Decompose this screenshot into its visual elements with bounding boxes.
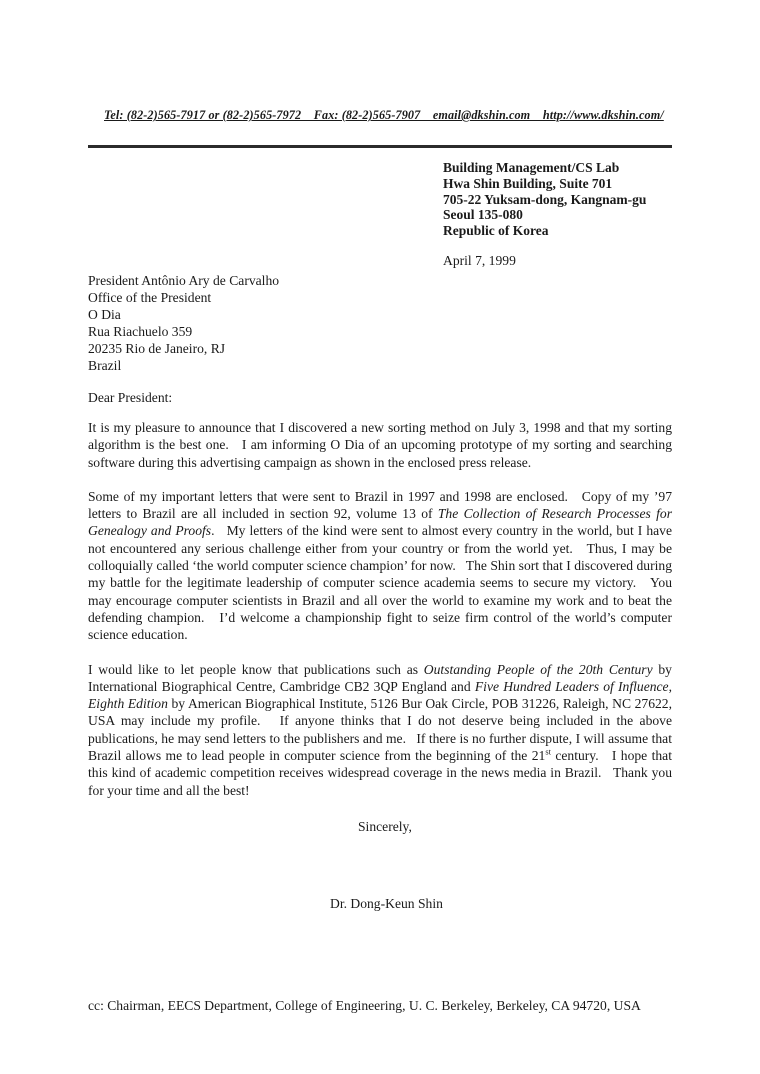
paragraph — [88, 488, 676, 644]
text-run: It is my pleasure to announce that I discovered a new sorting method on July 3, 1998 and that my sorting algorithm is the best one. I am informing O Dia of an upcoming prototype of my sorting and searching software during this advertising campaign as shown in the enclosed press release. — [88, 419, 676, 470]
letterhead-contact-text: Tel: (82-2)565-7917 or (82-2)565-7972 Fax: (82-2)565-7907 email@dkshin.com http://www.dkshin.com/ — [104, 108, 664, 122]
text-run: by American Biographical Institute, 5126 Bur Oak Circle, POB 31226, Raleigh, NC 27622, USA may include my profile. If anyone thinks that I do not deserve being included in the above publications, he may send letters to the publishers and me. If there is no further dispute, I will assume that Brazil allows me to lead people in computer science from the beginning of the 21 — [88, 696, 676, 764]
address-line: Hwa Shin Building, Suite 701 — [443, 175, 613, 191]
sender-address-block — [443, 160, 672, 239]
address-line: 705-22 Yuksam-dong, Kangnam-gu — [443, 191, 647, 207]
text-run: century. I hope that this kind of academic competition receives widespread coverage in the news media in Brazil. Thank you for your time and all the best! — [88, 748, 676, 798]
address-line: Rua Riachuelo 359 — [88, 323, 193, 339]
italic-publication-title: Outstanding People of the 20th Century — [423, 661, 653, 677]
address-line: Seoul 135-080 — [443, 207, 523, 223]
text-run: by International Biographical Centre, Cambridge CB2 3QP England and — [88, 661, 676, 694]
paragraph — [88, 419, 676, 471]
address-line: President Antônio Ary de Carvalho — [88, 272, 280, 288]
address-line: 20235 Rio de Janeiro, RJ — [88, 340, 226, 356]
italic-publication-title: The Collection of Research Processes for Genealogy and Proofs — [88, 506, 676, 539]
signature-name: Dr. Dong-Keun Shin — [330, 895, 443, 911]
cc-line: cc: Chairman, EECS Department, College of Engineering, U. C. Berkeley, Berkeley, CA 94720, USA — [88, 997, 641, 1013]
ordinal-superscript: st — [545, 746, 551, 757]
salutation: Dear President: — [88, 389, 173, 405]
recipient-address-block — [88, 272, 672, 374]
letterhead-contact-rule — [88, 88, 672, 148]
text-run: I would like to let people know that publications such as — [88, 661, 424, 677]
address-line: Republic of Korea — [443, 223, 549, 239]
address-line: Building Management/CS Lab — [443, 160, 620, 175]
text-run: Some of my important letters that were sent to Brazil in 1997 and 1998 are enclosed. Copy of my ’97 letters to Brazil are all included in section 92, volume 13 of — [88, 488, 676, 522]
date-line: April 7, 1999 — [443, 252, 516, 268]
text-run: , — [668, 678, 676, 694]
closing: Sincerely, — [358, 818, 412, 834]
italic-publication-title: Five Hundred Leaders of Influence — [474, 678, 669, 694]
italic-publication-title: Eighth Edition — [88, 696, 168, 712]
paragraph — [88, 661, 676, 799]
text-run: . My letters of the kind were sent to almost every country in the world, but I have not encountered any serious challenge either from your country or from the world yet. Thus, I may be colloquially called ‘the world computer science champion’ for now. The Shin sort that I discovered during my battle for the legitimate leadership of computer science academia seems to secure my victory. You may encourage computer scientists in Brazil and all over the world to examine my work and to beat the defending champion. I’d welcome a championship fight to seize firm control of the world’s computer science education. — [88, 523, 676, 643]
address-line: Office of the President — [88, 289, 212, 305]
letter-body — [88, 419, 676, 799]
address-line: O Dia — [88, 306, 121, 322]
address-line: Brazil — [88, 357, 122, 373]
